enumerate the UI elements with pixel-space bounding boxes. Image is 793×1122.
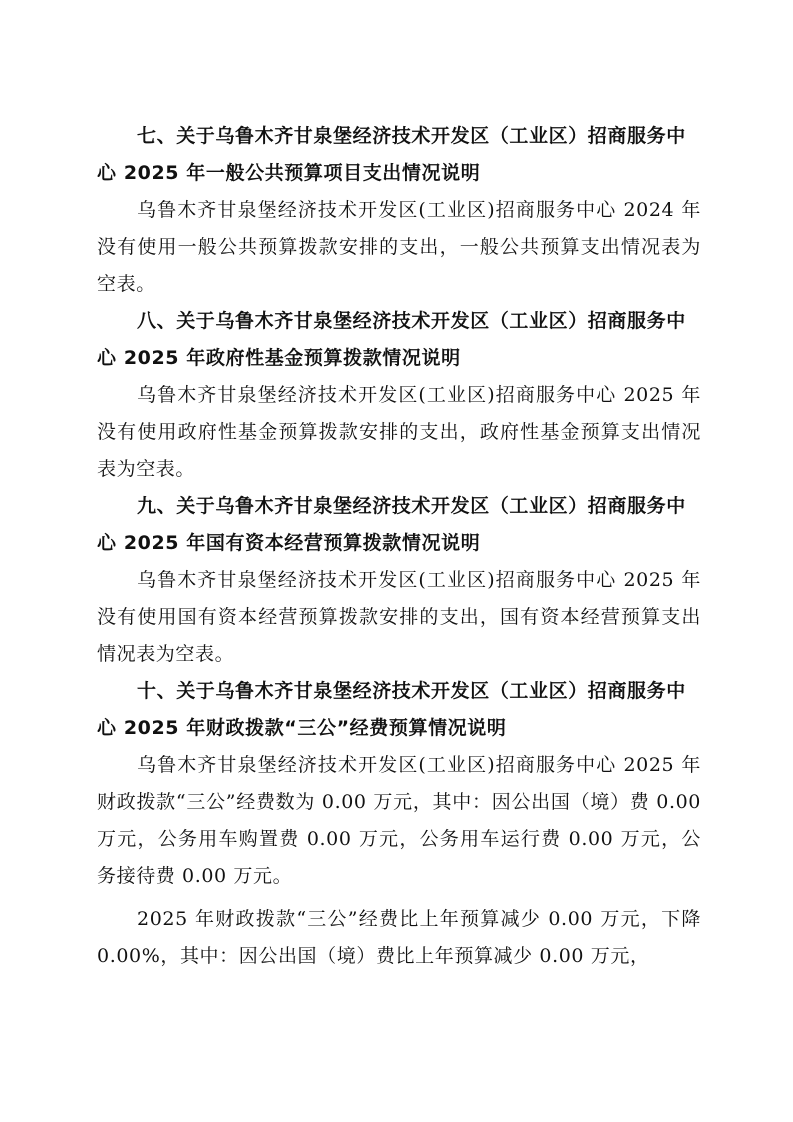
document-page [97, 118, 701, 975]
section-9-body: 乌鲁木齐甘泉堡经济技术开发区(工业区)招商服务中心 2025 年没有使用国有资本经营预算拨款安排的支出，国有资本经营预算支出情况表为空表。 [97, 569, 701, 665]
section-8-body: 乌鲁木齐甘泉堡经济技术开发区(工业区)招商服务中心 2025 年没有使用政府性基金预算拨款安排的支出，政府性基金预算支出情况表为空表。 [97, 384, 701, 480]
section-10-body-continued: 2025 年财政拨款“三公”经费比上年预算减少 0.00 万元，下降 0.00%，其中：因公出国（境）费比上年预算减少 0.00 万元， [97, 908, 701, 967]
section-7-heading: 七、关于乌鲁木齐甘泉堡经济技术开发区（工业区）招商服务中心 2025 年一般公共预算项目支出情况说明 [97, 125, 686, 184]
section-10-heading: 十、关于乌鲁木齐甘泉堡经济技术开发区（工业区）招商服务中心 2025 年财政拨款“三公”经费预算情况说明 [97, 680, 686, 739]
section-8-heading: 八、关于乌鲁木齐甘泉堡经济技术开发区（工业区）招商服务中心 2025 年政府性基金预算拨款情况说明 [97, 310, 686, 369]
section-7-body: 乌鲁木齐甘泉堡经济技术开发区(工业区)招商服务中心 2024 年没有使用一般公共预算拨款安排的支出，一般公共预算支出情况表为空表。 [97, 199, 701, 295]
section-10-body: 乌鲁木齐甘泉堡经济技术开发区(工业区)招商服务中心 2025 年财政拨款“三公”经费数为 0.00 万元，其中：因公出国（境）费 0.00 万元，公务用车购置费 0.00 万元，公务用车运行费 0.00 万元，公务接待费 0.00 万元。 [97, 754, 701, 887]
section-9-heading: 九、关于乌鲁木齐甘泉堡经济技术开发区（工业区）招商服务中心 2025 年国有资本经营预算拨款情况说明 [97, 495, 686, 554]
